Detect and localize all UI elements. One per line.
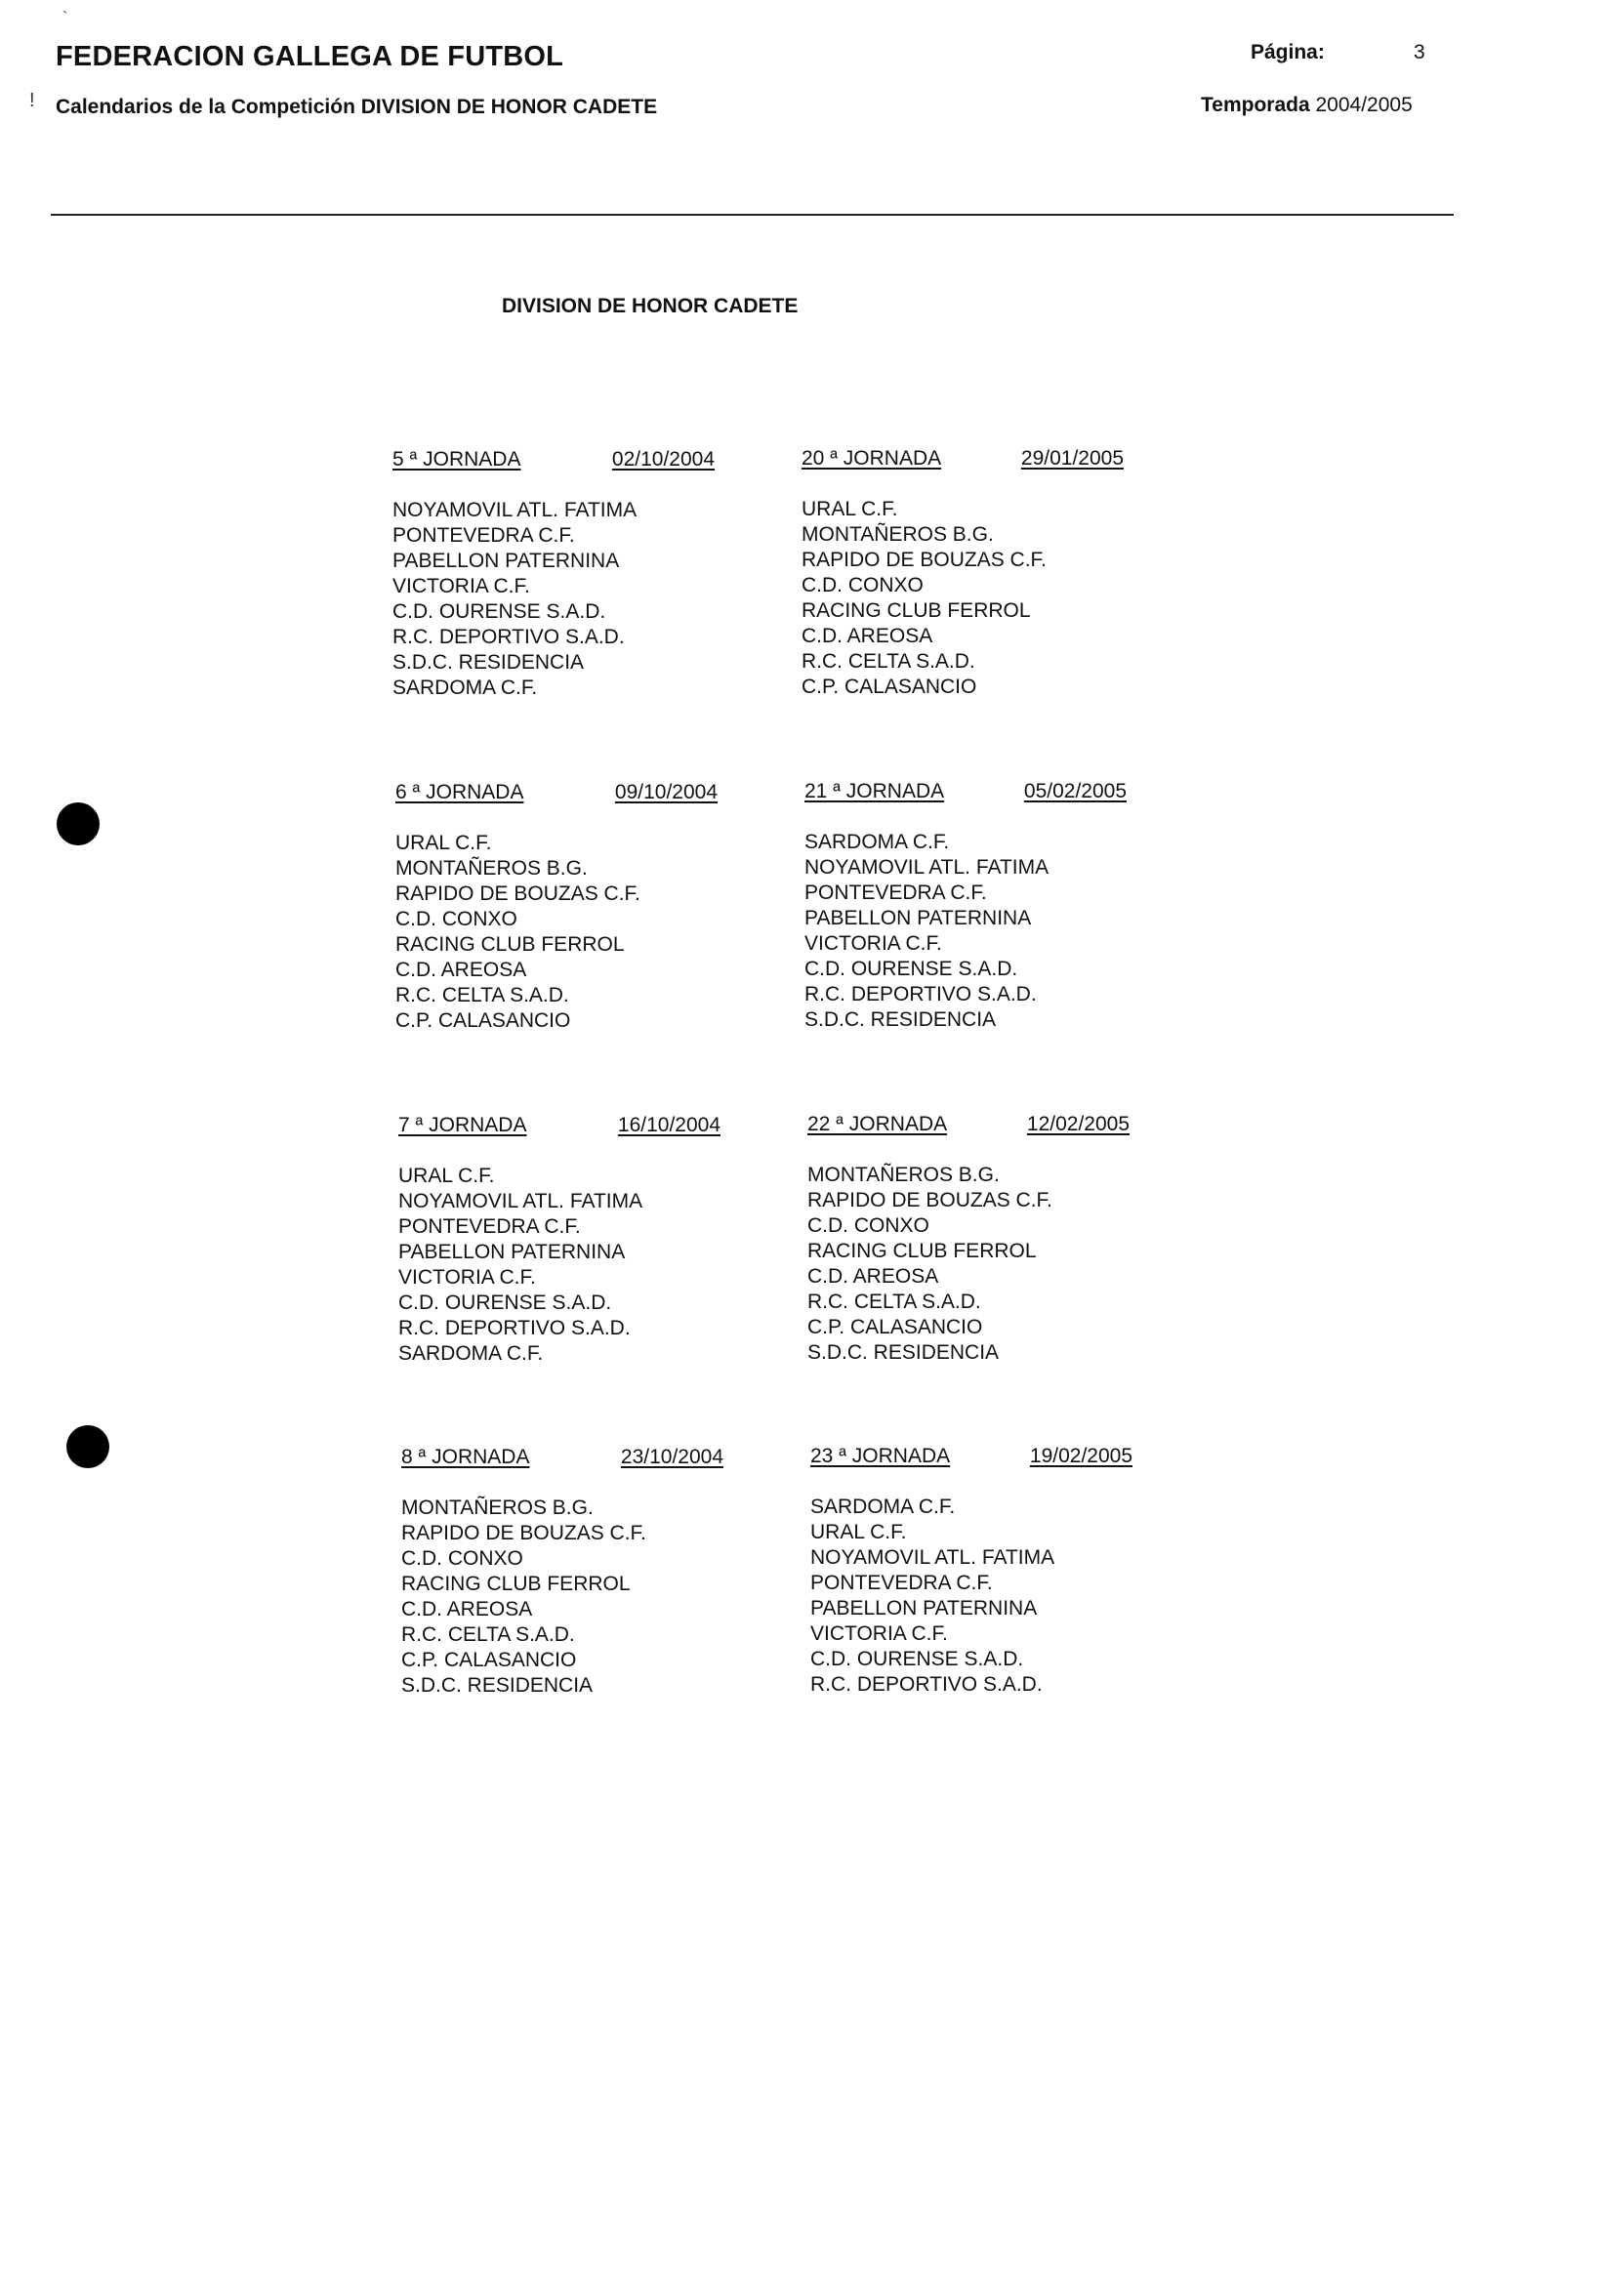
team-name: SARDOMA C.F. [804, 831, 950, 853]
jornada-header [802, 446, 1124, 473]
team-name: NOYAMOVIL ATL. FATIMA [392, 499, 638, 521]
team-name: SARDOMA C.F. [810, 1496, 956, 1518]
jornada-label: 21 ª JORNADA [804, 780, 945, 802]
team-name: URAL C.F. [802, 498, 898, 520]
team-list [401, 1496, 723, 1699]
jornada-block [802, 446, 1124, 700]
team-name: RACING CLUB FERROL [807, 1240, 1037, 1262]
jornada-date: 16/10/2004 [617, 1114, 720, 1136]
team-name: S.D.C. RESIDENCIA [392, 651, 585, 674]
team-name: C.D. AREOSA [802, 625, 933, 647]
team-name: PABELLON PATERNINA [804, 907, 1032, 929]
jornada-label: 7 ª JORNADA [398, 1114, 527, 1136]
jornada-block [392, 447, 715, 701]
team-name: RAPIDO DE BOUZAS C.F. [802, 549, 1047, 571]
jornada-block [401, 1445, 723, 1699]
team-name: NOYAMOVIL ATL. FATIMA [398, 1190, 643, 1212]
team-name: C.D. OURENSE S.A.D. [810, 1648, 1024, 1670]
team-name: PABELLON PATERNINA [810, 1597, 1038, 1620]
jornada-date: 19/02/2005 [1029, 1445, 1132, 1467]
team-name: C.D. AREOSA [401, 1598, 533, 1620]
punch-hole [57, 802, 100, 845]
team-name: R.C. CELTA S.A.D. [807, 1291, 981, 1313]
jornada-label: 5 ª JORNADA [392, 448, 521, 471]
section-heading: DIVISION DE HONOR CADETE [502, 295, 799, 317]
team-name: VICTORIA C.F. [398, 1266, 536, 1289]
team-name: VICTORIA C.F. [392, 575, 530, 597]
team-name: C.D. OURENSE S.A.D. [398, 1292, 612, 1314]
jornada-date: 02/10/2004 [611, 448, 715, 471]
team-name: R.C. CELTA S.A.D. [401, 1623, 575, 1646]
jornada-label: 20 ª JORNADA [802, 447, 942, 470]
team-name: R.C. DEPORTIVO S.A.D. [392, 626, 625, 648]
team-name: S.D.C. RESIDENCIA [804, 1008, 997, 1031]
season-value: 2004/2005 [1315, 94, 1413, 116]
scan-mark: ! [29, 90, 35, 111]
team-name: S.D.C. RESIDENCIA [401, 1674, 594, 1697]
team-name: PABELLON PATERNINA [392, 550, 620, 572]
team-name: VICTORIA C.F. [810, 1622, 948, 1645]
team-name: RAPIDO DE BOUZAS C.F. [401, 1522, 646, 1544]
team-list [802, 497, 1124, 700]
jornada-date: 09/10/2004 [614, 781, 718, 803]
team-name: NOYAMOVIL ATL. FATIMA [810, 1546, 1055, 1569]
team-name: R.C. CELTA S.A.D. [395, 984, 569, 1006]
jornada-date: 29/01/2005 [1020, 447, 1124, 470]
team-name: C.D. CONXO [395, 908, 517, 930]
team-name: RAPIDO DE BOUZAS C.F. [395, 882, 640, 905]
team-name: MONTAÑEROS B.G. [395, 857, 588, 880]
team-name: PABELLON PATERNINA [398, 1241, 626, 1263]
jornada-date: 23/10/2004 [620, 1446, 723, 1468]
header-divider [51, 214, 1454, 216]
team-name: URAL C.F. [395, 832, 492, 854]
scan-mark: ` [62, 10, 68, 26]
jornada-header [807, 1112, 1130, 1139]
team-name: RACING CLUB FERROL [802, 599, 1031, 622]
team-name: C.D. OURENSE S.A.D. [392, 600, 606, 623]
team-name: PONTEVEDRA C.F. [392, 524, 575, 547]
team-name: RACING CLUB FERROL [401, 1573, 631, 1595]
team-name: C.D. AREOSA [395, 959, 527, 981]
jornada-block [807, 1112, 1130, 1366]
team-name: C.P. CALASANCIO [802, 676, 977, 698]
team-name: C.P. CALASANCIO [395, 1009, 571, 1032]
team-name: C.D. CONXO [807, 1214, 929, 1237]
jornada-header [395, 780, 718, 807]
team-name: PONTEVEDRA C.F. [804, 882, 987, 904]
team-name: S.D.C. RESIDENCIA [807, 1341, 1000, 1364]
jornada-block [810, 1444, 1132, 1698]
document-subtitle: Calendarios de la Competición DIVISION DE HONOR CADETE [56, 96, 658, 118]
team-name: URAL C.F. [398, 1165, 495, 1187]
jornada-block [804, 779, 1127, 1033]
jornada-date: 05/02/2005 [1023, 780, 1127, 802]
team-list [398, 1164, 720, 1367]
team-name: R.C. DEPORTIVO S.A.D. [810, 1673, 1043, 1696]
jornada-date: 12/02/2005 [1026, 1113, 1130, 1135]
jornada-block [398, 1113, 720, 1367]
team-name: RAPIDO DE BOUZAS C.F. [807, 1189, 1052, 1211]
team-name: C.D. CONXO [401, 1547, 523, 1570]
team-name: SARDOMA C.F. [392, 676, 538, 699]
team-name: RACING CLUB FERROL [395, 933, 625, 956]
team-list [807, 1163, 1130, 1366]
document-title: FEDERACION GALLEGA DE FUTBOL [56, 41, 564, 72]
jornada-block [395, 780, 718, 1034]
team-name: C.P. CALASANCIO [401, 1649, 577, 1671]
jornada-header [810, 1444, 1132, 1471]
season [1201, 94, 1413, 117]
team-name: MONTAÑEROS B.G. [401, 1496, 594, 1519]
team-list [395, 831, 718, 1034]
team-list [810, 1495, 1132, 1698]
jornada-header [804, 779, 1127, 806]
jornada-label: 23 ª JORNADA [810, 1445, 951, 1467]
team-name: C.D. OURENSE S.A.D. [804, 958, 1018, 980]
team-name: PONTEVEDRA C.F. [398, 1215, 581, 1238]
team-name: R.C. DEPORTIVO S.A.D. [398, 1317, 631, 1339]
page-number: 3 [1414, 41, 1425, 63]
punch-hole [66, 1425, 109, 1468]
team-name: URAL C.F. [810, 1521, 907, 1543]
team-name: PONTEVEDRA C.F. [810, 1572, 993, 1594]
team-name: NOYAMOVIL ATL. FATIMA [804, 856, 1049, 879]
jornada-label: 8 ª JORNADA [401, 1446, 530, 1468]
team-name: MONTAÑEROS B.G. [802, 523, 994, 546]
team-name: R.C. DEPORTIVO S.A.D. [804, 983, 1037, 1005]
team-name: C.D. AREOSA [807, 1265, 939, 1288]
page-label: Página: [1251, 41, 1325, 63]
team-name: C.P. CALASANCIO [807, 1316, 983, 1338]
team-name: SARDOMA C.F. [398, 1342, 544, 1365]
jornada-header [401, 1445, 723, 1472]
jornada-header [398, 1113, 720, 1140]
team-list [804, 830, 1127, 1033]
season-label: Temporada [1201, 94, 1310, 116]
team-name: R.C. CELTA S.A.D. [802, 650, 975, 673]
jornada-header [392, 447, 715, 474]
team-name: C.D. CONXO [802, 574, 924, 596]
team-list [392, 498, 715, 701]
jornada-label: 22 ª JORNADA [807, 1113, 948, 1135]
team-name: VICTORIA C.F. [804, 932, 942, 955]
team-name: MONTAÑEROS B.G. [807, 1164, 1000, 1186]
jornada-label: 6 ª JORNADA [395, 781, 524, 803]
